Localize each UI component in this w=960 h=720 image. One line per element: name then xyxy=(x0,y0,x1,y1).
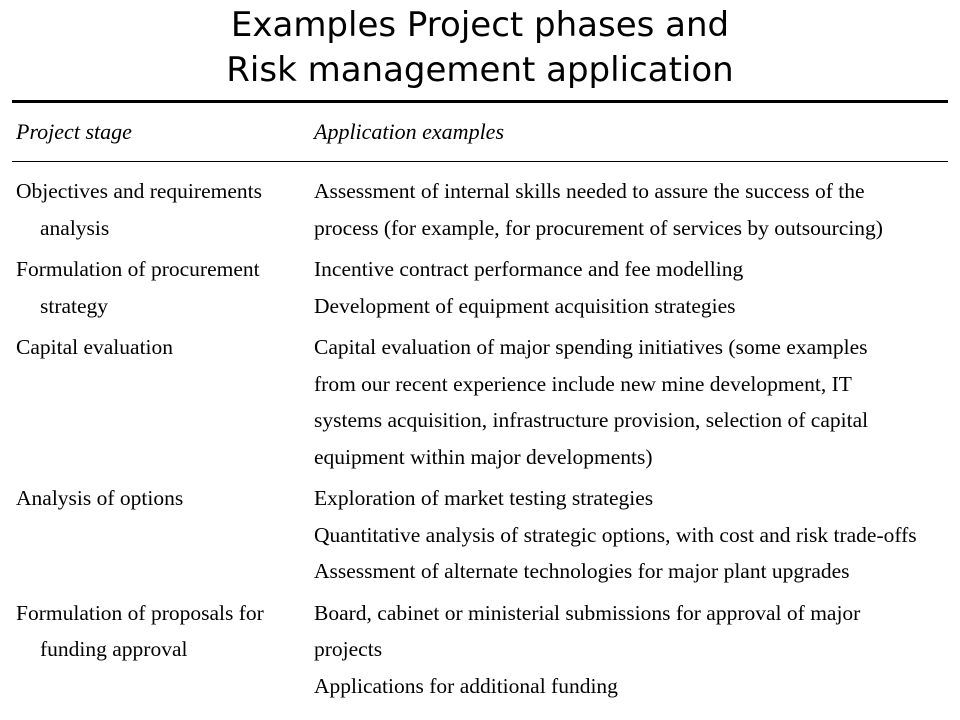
application-line: equipment within major developments) xyxy=(314,444,653,469)
application-line: Incentive contract performance and fee modelling xyxy=(314,257,744,281)
stage-cell: Formulation of proposals for funding approval xyxy=(16,600,264,661)
table-row xyxy=(12,251,948,324)
slide-title xyxy=(0,0,960,93)
application-line: Applications for additional funding xyxy=(314,673,618,698)
application-line: Exploration of market testing strategies xyxy=(314,486,654,510)
table-row xyxy=(12,173,948,246)
application-line: Quantitative analysis of strategic options, with cost and risk trade-offs xyxy=(314,522,917,547)
application-line: Development of equipment acquisition strategies xyxy=(314,293,736,318)
table-row xyxy=(12,595,948,705)
table-row xyxy=(12,329,948,475)
table-body xyxy=(12,162,948,704)
application-cell xyxy=(312,329,948,475)
header-project-stage: Project stage xyxy=(16,119,132,144)
project-phases-table xyxy=(12,100,948,704)
header-application-examples: Application examples xyxy=(314,119,505,144)
application-line: Assessment of alternate technologies for major plant upgrades xyxy=(314,559,850,583)
application-cell xyxy=(312,173,948,246)
application-cell xyxy=(312,595,948,705)
stage-cell: Objectives and requirements analysis xyxy=(16,179,262,240)
application-line: Board, cabinet or ministerial submissions for approval of major xyxy=(314,600,861,625)
stage-cell: Capital evaluation xyxy=(16,335,174,359)
slide-title-line-2: Risk management application xyxy=(226,50,734,90)
table-header xyxy=(12,103,948,161)
application-line: projects xyxy=(314,637,383,661)
application-line: process (for example, for procurement of services by outsourcing) xyxy=(314,215,883,240)
slide-title-line-1: Examples Project phases and xyxy=(230,5,730,45)
application-line: Assessment of internal skills needed to assure the success of the xyxy=(314,179,865,203)
application-line: systems acquisition, infrastructure provision, selection of capital xyxy=(314,408,869,432)
application-line: from our recent experience include new mine development, IT xyxy=(314,371,852,396)
stage-cell: Analysis of options xyxy=(16,486,184,510)
table-row xyxy=(12,480,948,590)
stage-cell: Formulation of procurement strategy xyxy=(16,257,260,318)
application-line: Capital evaluation of major spending initiatives (some examples xyxy=(314,335,868,359)
application-cell xyxy=(312,480,948,590)
application-cell xyxy=(312,251,948,324)
